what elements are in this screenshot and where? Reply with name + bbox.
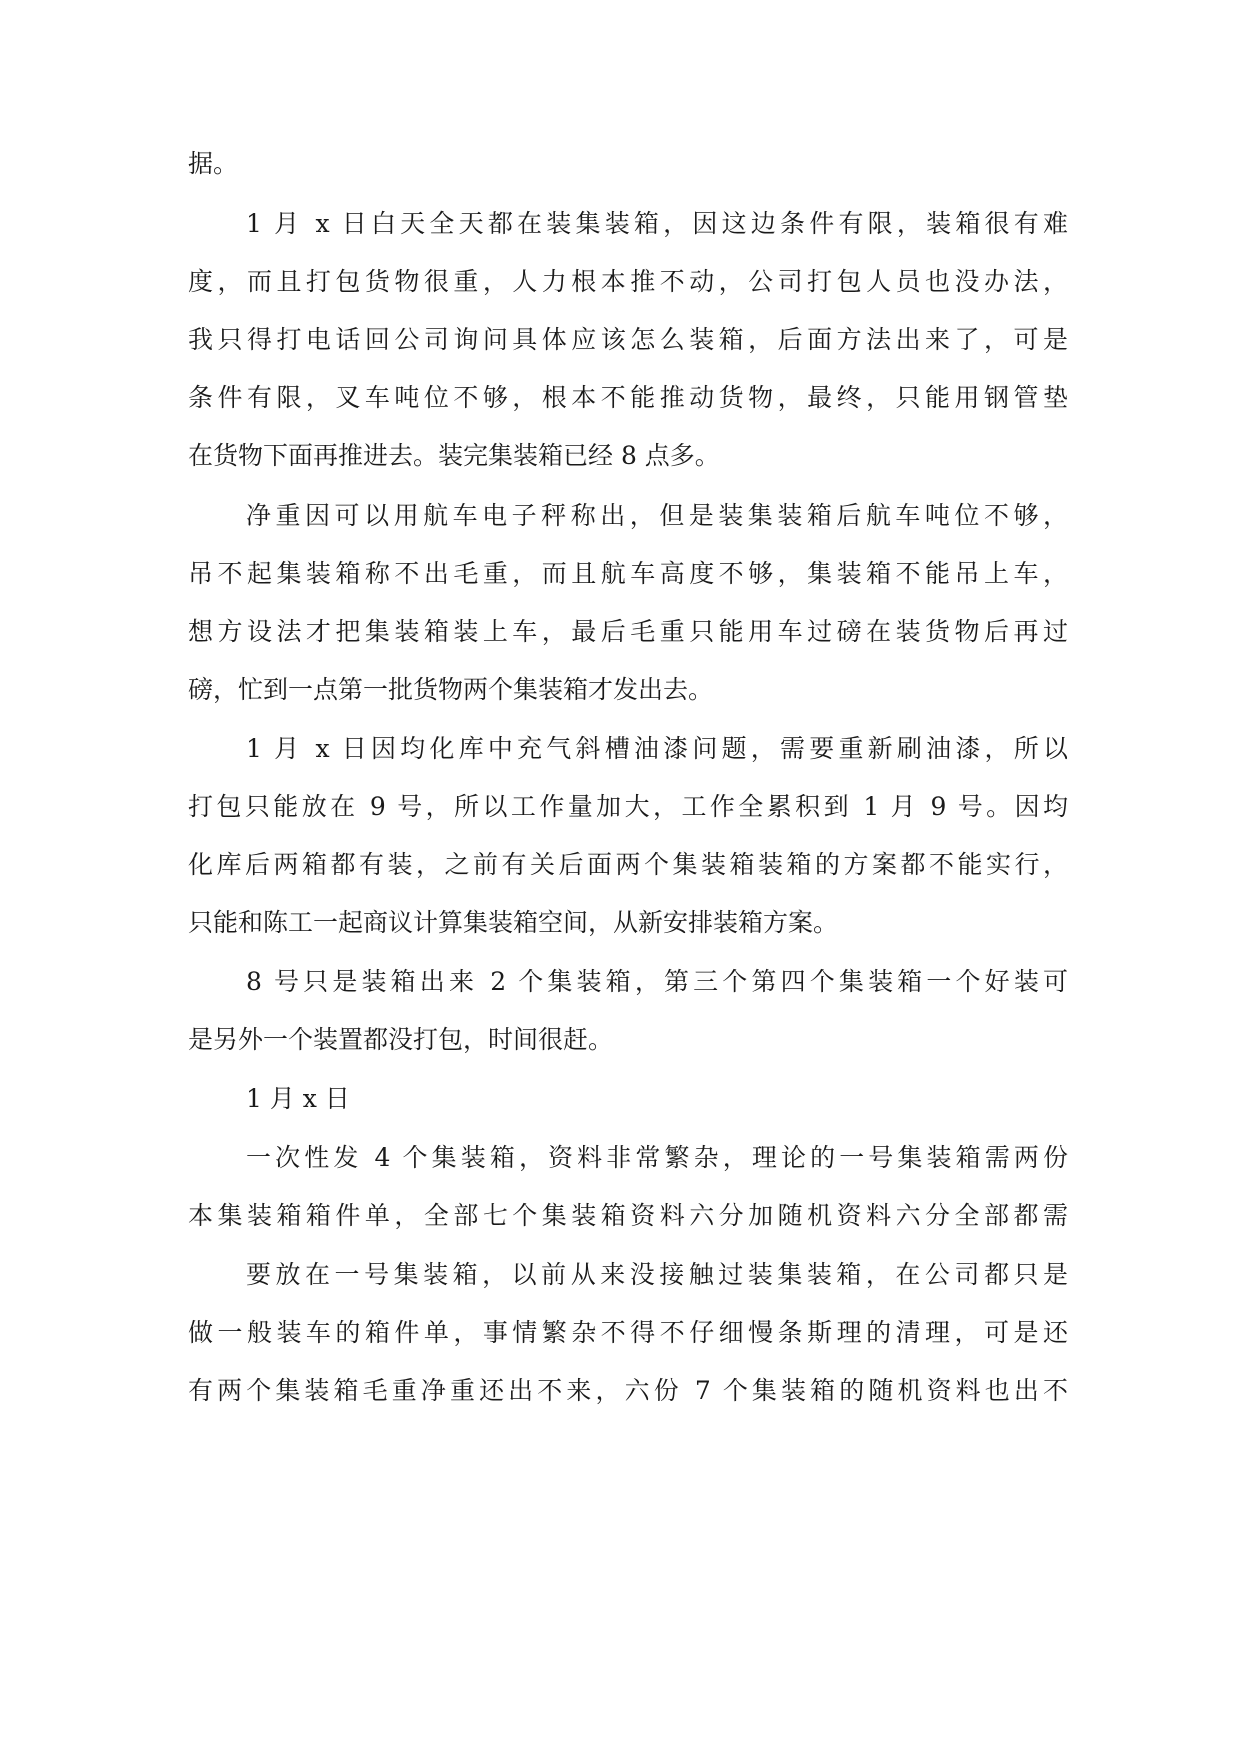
text-line-5: 条件有限，叉车吨位不够，根本不能推动货物，最终，只能用钢管垫 — [188, 383, 1068, 412]
text-line-22: 有两个集装箱毛重净重还出不来，六份 7 个集装箱的随机资料也出不 — [188, 1376, 1068, 1405]
text-line-20: 要放在一号集装箱，以前从来没接触过装集装箱，在公司都只是 — [246, 1260, 1068, 1289]
text-line-3: 度，而且打包货物很重，人力根本推不动，公司打包人员也没办法， — [188, 267, 1068, 296]
text-line-13: 化库后两箱都有装，之前有关后面两个集装箱装箱的方案都不能实行， — [188, 850, 1068, 879]
text-line-7: 净重因可以用航车电子秤称出，但是装集装箱后航车吨位不够， — [246, 501, 1068, 530]
text-line-11: 1 月 x 日因均化库中充气斜槽油漆问题，需要重新刷油漆，所以 — [246, 734, 1068, 763]
text-line-10: 磅，忙到一点第一批货物两个集装箱才发出去。 — [188, 675, 714, 704]
text-line-12: 打包只能放在 9 号，所以工作量加大，工作全累积到 1 月 9 号。因均 — [188, 792, 1068, 821]
text-line-21: 做一般装车的箱件单，事情繁杂不得不仔细慢条斯理的清理，可是还 — [188, 1318, 1068, 1347]
text-line-18: 一次性发 4 个集装箱，资料非常繁杂，理论的一号集装箱需两份 — [246, 1143, 1068, 1172]
text-line-16: 是另外一个装置都没打包，时间很赶。 — [188, 1025, 614, 1054]
text-line-4: 我只得打电话回公司询问具体应该怎么装箱，后面方法出来了，可是 — [188, 325, 1068, 354]
text-line-19: 本集装箱箱件单，全部七个集装箱资料六分加随机资料六分全部都需 — [188, 1201, 1068, 1230]
text-line-2: 1 月 x 日白天全天都在装集装箱，因这边条件有限，装箱很有难 — [246, 209, 1068, 238]
text-line-9: 想方设法才把集装箱装上车，最后毛重只能用车过磅在装货物后再过 — [188, 617, 1068, 646]
text-line-1: 据。 — [188, 149, 239, 178]
text-line-8: 吊不起集装箱称不出毛重，而且航车高度不够，集装箱不能吊上车， — [188, 559, 1068, 588]
text-line-15: 8 号只是装箱出来 2 个集装箱，第三个第四个集装箱一个好装可 — [246, 967, 1068, 996]
text-line-6: 在货物下面再推进去。装完集装箱已经 8 点多。 — [188, 441, 720, 470]
text-line-14: 只能和陈工一起商议计算集装箱空间，从新安排装箱方案。 — [188, 908, 839, 937]
text-line-17: 1 月 x 日 — [246, 1084, 350, 1113]
